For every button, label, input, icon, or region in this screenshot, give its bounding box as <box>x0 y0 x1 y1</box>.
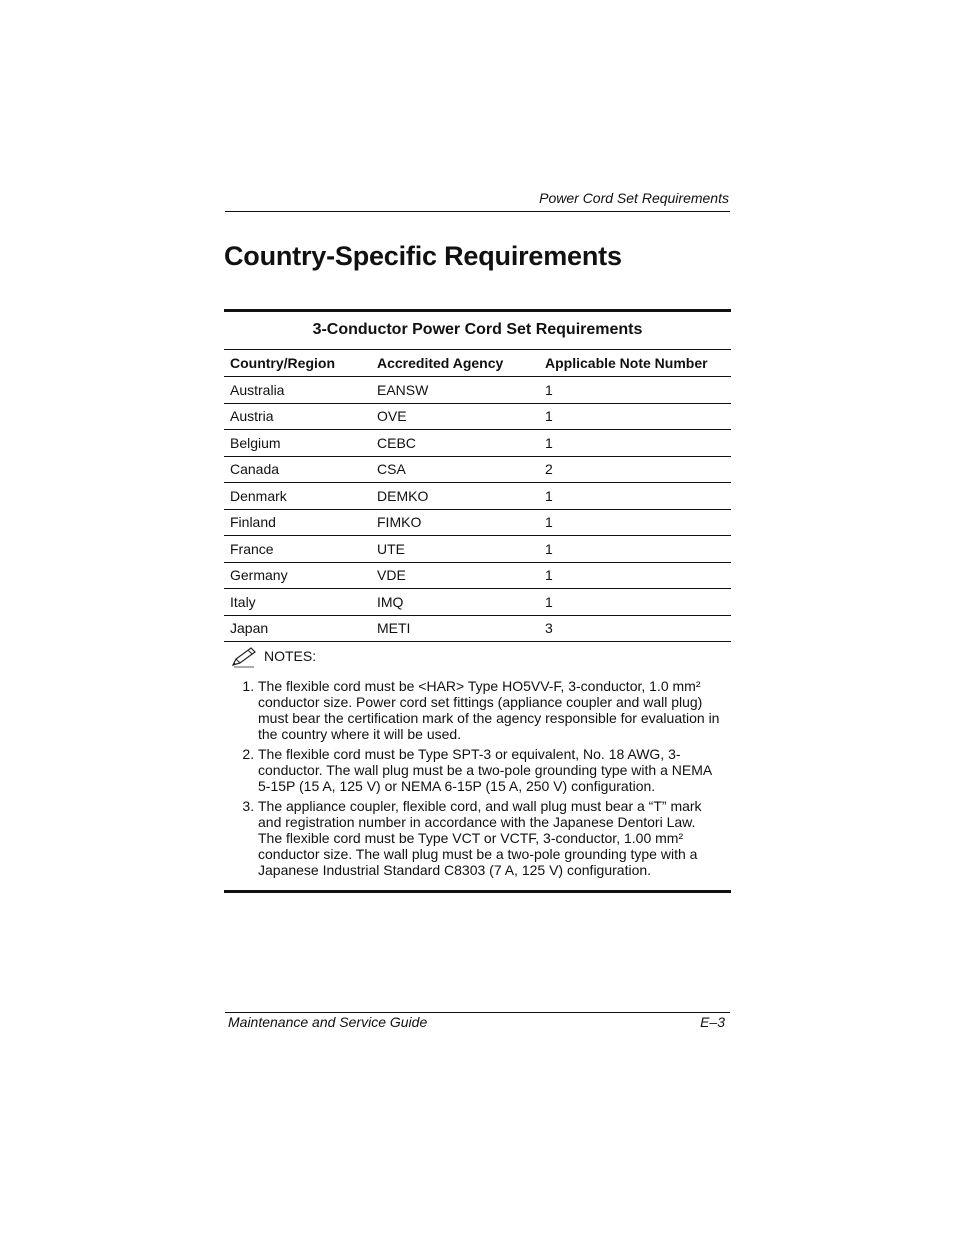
agency-cell: DEMKO <box>371 483 539 510</box>
country-cell: Canada <box>224 456 371 483</box>
country-cell: Italy <box>224 589 371 616</box>
note-number-cell: 1 <box>539 509 731 536</box>
note-number-cell: 1 <box>539 377 731 404</box>
column-header-country: Country/Region <box>224 350 371 377</box>
country-cell: Germany <box>224 562 371 589</box>
note-number-cell: 1 <box>539 562 731 589</box>
agency-cell: UTE <box>371 536 539 563</box>
note-number-cell: 3 <box>539 615 731 642</box>
column-header-note-number: Applicable Note Number <box>539 350 731 377</box>
footer-page-number: E–3 <box>700 1014 725 1030</box>
table-header-row <box>224 350 731 377</box>
country-cell: Denmark <box>224 483 371 510</box>
notes-list <box>224 678 721 878</box>
country-cell: France <box>224 536 371 563</box>
table-row <box>224 615 731 642</box>
agency-cell: METI <box>371 615 539 642</box>
note-number-cell: 1 <box>539 536 731 563</box>
table-row <box>224 377 731 404</box>
requirements-table <box>224 350 731 642</box>
pencil-note-icon <box>230 646 258 668</box>
note-number-cell: 1 <box>539 430 731 457</box>
footer-guide-title: Maintenance and Service Guide <box>228 1014 428 1030</box>
footer-rule <box>225 1012 730 1013</box>
table-row <box>224 456 731 483</box>
table-row <box>224 483 731 510</box>
table-row <box>224 403 731 430</box>
agency-cell: EANSW <box>371 377 539 404</box>
agency-cell: CSA <box>371 456 539 483</box>
page-title: Country-Specific Requirements <box>224 241 622 271</box>
running-header: Power Cord Set Requirements <box>539 190 729 206</box>
requirements-table-block <box>224 309 731 893</box>
notes-label: NOTES: <box>264 648 317 664</box>
agency-cell: IMQ <box>371 589 539 616</box>
note-number-cell: 1 <box>539 403 731 430</box>
country-cell: Japan <box>224 615 371 642</box>
country-cell: Austria <box>224 403 371 430</box>
table-row <box>224 589 731 616</box>
agency-cell: VDE <box>371 562 539 589</box>
agency-cell: CEBC <box>371 430 539 457</box>
table-row <box>224 509 731 536</box>
country-cell: Belgium <box>224 430 371 457</box>
notes-heading <box>230 648 721 668</box>
note-item: 2. The flexible cord must be Type SPT-3 or equivalent, No. 18 AWG, 3-conductor. The wall plug must be a two-pole grounding type with a NEMA 5-15P (15 A, 125 V) or NEMA 6-15P (15 A, 250 V) configuration. <box>258 746 721 794</box>
country-cell: Australia <box>224 377 371 404</box>
note-number-cell: 2 <box>539 456 731 483</box>
table-row <box>224 562 731 589</box>
note-item: 1. The flexible cord must be <HAR> Type HO5VV-F, 3-conductor, 1.0 mm² conductor size. Power cord set fittings (appliance coupler and wall plug) must bear the certification mark of the agency responsible for evaluation in the country where it will be used. <box>258 678 721 742</box>
header-rule <box>225 211 730 212</box>
table-caption: 3-Conductor Power Cord Set Requirements <box>224 312 731 350</box>
table-row <box>224 536 731 563</box>
column-header-agency: Accredited Agency <box>371 350 539 377</box>
table-bottom-rule <box>224 890 731 893</box>
table-row <box>224 430 731 457</box>
note-item: 3. The appliance coupler, flexible cord, and wall plug must bear a “T” mark and registration number in accordance with the Japanese Dentori Law. The flexible cord must be Type VCT or VCTF, 3-conductor, 1.00 mm² conductor size. The wall plug must be a two-pole grounding type with a Japanese Industrial Standard C8303 (7 A, 125 V) configuration. <box>258 798 721 878</box>
notes-section <box>224 642 731 890</box>
note-number-cell: 1 <box>539 589 731 616</box>
note-number-cell: 1 <box>539 483 731 510</box>
country-cell: Finland <box>224 509 371 536</box>
agency-cell: FIMKO <box>371 509 539 536</box>
agency-cell: OVE <box>371 403 539 430</box>
